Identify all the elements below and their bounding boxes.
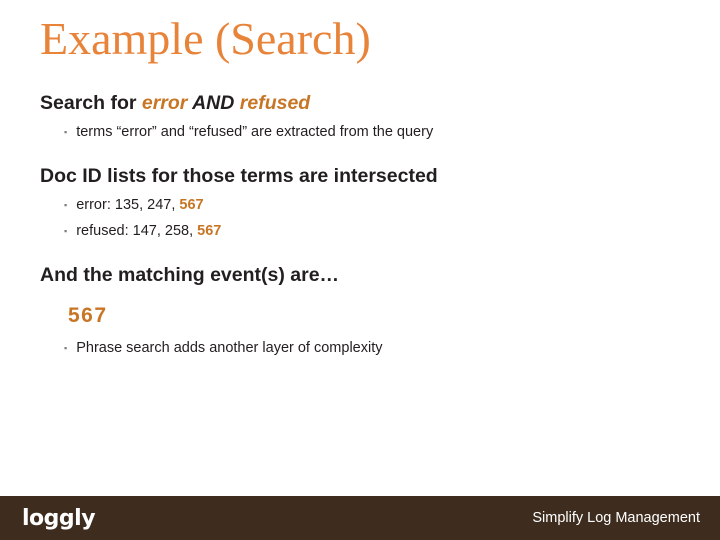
heading-operator-and: AND (187, 92, 240, 114)
doc-id-match-refused: 567 (197, 223, 222, 240)
heading-term-error: error (141, 92, 188, 114)
list-item (40, 338, 690, 358)
heading-search-for (40, 90, 690, 116)
spacer (40, 248, 690, 262)
bullet-square-icon: ▪ (64, 127, 68, 138)
doc-id-match-error: 567 (179, 196, 204, 213)
spacer (40, 149, 690, 163)
doc-ids-error: error: 135, 247, (76, 196, 180, 213)
heading-search-for-prefix: Search for (40, 92, 142, 114)
loggly-logo: loggly (22, 505, 96, 531)
footer-tagline: Simplify Log Management (532, 510, 700, 526)
matching-event-id: 567 (68, 303, 108, 327)
list-item-label: terms “error” and “refused” are extracted from the query (76, 124, 434, 141)
page-title: Example (Search) (40, 13, 371, 64)
slide-content (40, 90, 690, 364)
list-item-label: Phrase search adds another layer of complexity (76, 339, 383, 356)
list-item (40, 195, 690, 215)
list-item (40, 122, 690, 142)
bullet-square-icon: ▪ (64, 342, 68, 353)
spacer (40, 294, 690, 304)
heading-doc-id-lists: Doc ID lists for those terms are intersected (40, 164, 438, 187)
list-item-label (76, 195, 690, 215)
bullet-square-icon: ▪ (64, 199, 68, 210)
list-item-label (76, 221, 690, 241)
slide-footer (0, 496, 720, 540)
doc-ids-refused: refused: 147, 258, (76, 223, 198, 240)
heading-term-refused: refused (239, 92, 311, 114)
bullet-square-icon: ▪ (64, 226, 68, 237)
list-item (40, 221, 690, 241)
heading-matching-events: And the matching event(s) are… (40, 263, 340, 286)
